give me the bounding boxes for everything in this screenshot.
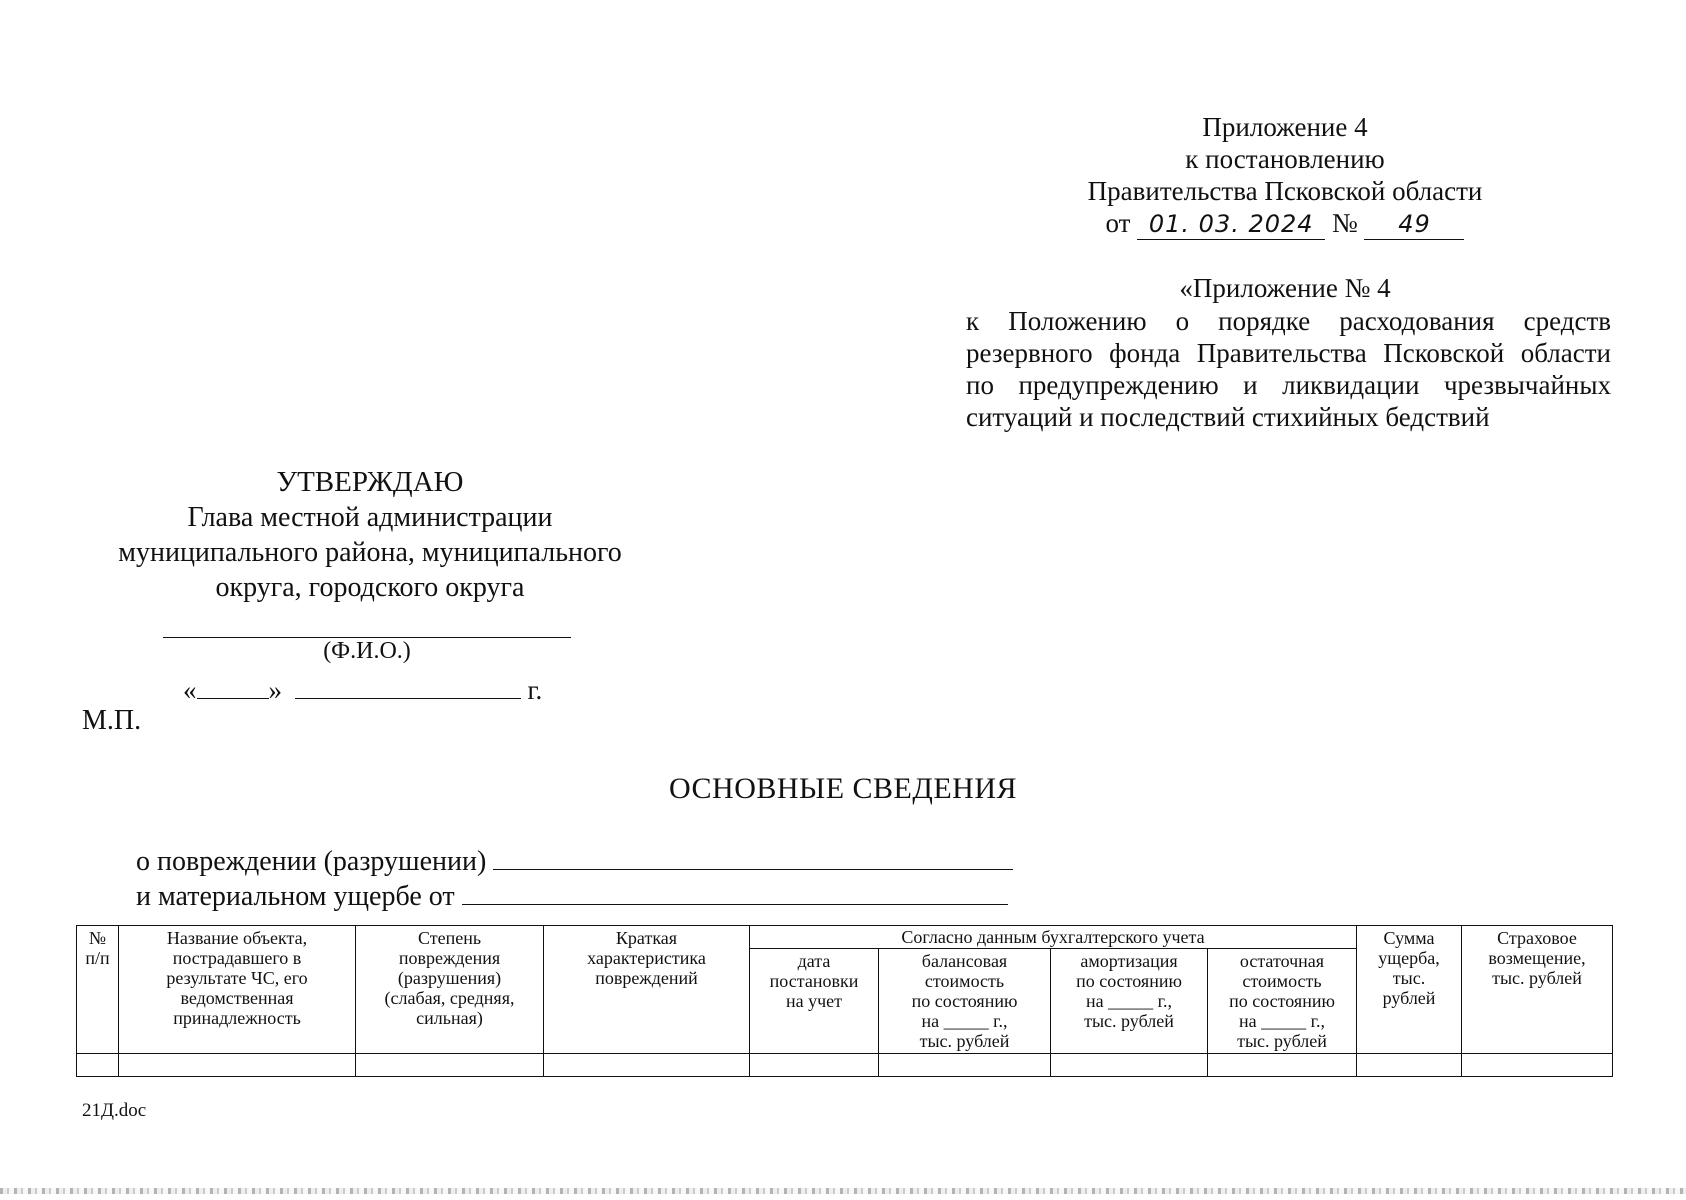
regulation-line-4: ситуаций и последствий стихийных бедствий bbox=[966, 402, 1490, 432]
regulation-line-3: по предупреждению и ликвидации чрезвычайных bbox=[966, 370, 1611, 400]
sub-residual-header: остаточная стоимость по состоянию на _____ г., тыс. рублей bbox=[1208, 949, 1357, 1054]
date-prefix: от bbox=[1105, 208, 1131, 238]
col-damage-sum-header: Сумма ущерба, тыс. рублей bbox=[1357, 926, 1462, 1054]
table-cell bbox=[879, 1054, 1051, 1077]
number-sign: № bbox=[1331, 208, 1358, 238]
resolution-date-number-row bbox=[1070, 207, 1500, 240]
loss-line bbox=[136, 878, 1008, 913]
regulation-line-1: к Положению о порядке расходования средств bbox=[966, 306, 1611, 336]
regulation-appendix-body bbox=[966, 305, 1611, 433]
table-cell bbox=[119, 1054, 356, 1077]
damage-blank bbox=[493, 843, 1013, 870]
year-suffix: г. bbox=[527, 675, 543, 705]
day-blank bbox=[197, 672, 269, 699]
sub-date-header: дата постановки на учет bbox=[750, 949, 879, 1054]
regulation-appendix-title: «Приложение № 4 bbox=[1179, 273, 1391, 303]
approver-position-line-3: округа, городского округа bbox=[215, 572, 525, 603]
seal-place: М.П. bbox=[82, 705, 142, 736]
close-quote: » bbox=[268, 675, 282, 705]
scan-artifact-band bbox=[0, 1188, 1686, 1194]
col-number-header: № п/п bbox=[77, 926, 119, 1054]
table-row bbox=[77, 1054, 1613, 1077]
damage-table bbox=[76, 925, 1613, 1077]
resolution-number: 49 bbox=[1364, 209, 1464, 240]
table-cell bbox=[1208, 1054, 1357, 1077]
col-insurance-header: Страховое возмещение, тыс. рублей bbox=[1462, 926, 1613, 1054]
to-resolution-text: к постановлению bbox=[1185, 144, 1385, 174]
table-cell bbox=[1462, 1054, 1613, 1077]
open-quote: « bbox=[183, 675, 197, 705]
col-brief-header: Краткая характеристика повреждений bbox=[544, 926, 750, 1054]
resolution-date: 01. 03. 2024 bbox=[1137, 209, 1325, 240]
sub-amort-header: амортизация по состоянию на _____ г., тыс. рублей bbox=[1051, 949, 1208, 1054]
table-cell bbox=[77, 1054, 119, 1077]
damage-line bbox=[136, 843, 1013, 878]
approve-heading: УТВЕРЖДАЮ bbox=[276, 466, 464, 498]
fio-caption: (Ф.И.О.) bbox=[323, 638, 411, 664]
government-name: Правительства Псковской области bbox=[1087, 176, 1483, 206]
col-object-header: Название объекта, пострадавшего в результате ЧС, его ведомственная принадлежность bbox=[119, 926, 356, 1054]
approver-position-line-2: муниципального района, муниципального bbox=[118, 537, 622, 568]
accounting-group-header: Согласно данным бухгалтерского учета bbox=[750, 926, 1357, 949]
month-year-blank bbox=[295, 672, 521, 699]
damage-line-label: о повреждении (разрушении) bbox=[136, 846, 487, 877]
regulation-line-2: резервного фонда Правительства Псковской области bbox=[966, 338, 1611, 368]
table-cell bbox=[1051, 1054, 1208, 1077]
loss-blank bbox=[462, 878, 1008, 905]
document-title: ОСНОВНЫЕ СВЕДЕНИЯ bbox=[668, 772, 1017, 805]
loss-line-label: и материальном ущербе от bbox=[136, 881, 455, 912]
appendix-number: Приложение 4 bbox=[1202, 112, 1368, 142]
document-filename: 21Д.doc bbox=[82, 1100, 147, 1121]
table-cell bbox=[544, 1054, 750, 1077]
table-cell bbox=[1357, 1054, 1462, 1077]
sub-balance-header: балансовая стоимость по состоянию на _____ г., тыс. рублей bbox=[879, 949, 1051, 1054]
approver-position-line-1: Глава местной администрации bbox=[187, 502, 553, 533]
col-degree-header: Степень повреждения (разрушения) (слабая, средняя, сильная) bbox=[356, 926, 544, 1054]
table-cell bbox=[356, 1054, 544, 1077]
table-cell bbox=[750, 1054, 879, 1077]
approval-date-row bbox=[183, 672, 542, 706]
